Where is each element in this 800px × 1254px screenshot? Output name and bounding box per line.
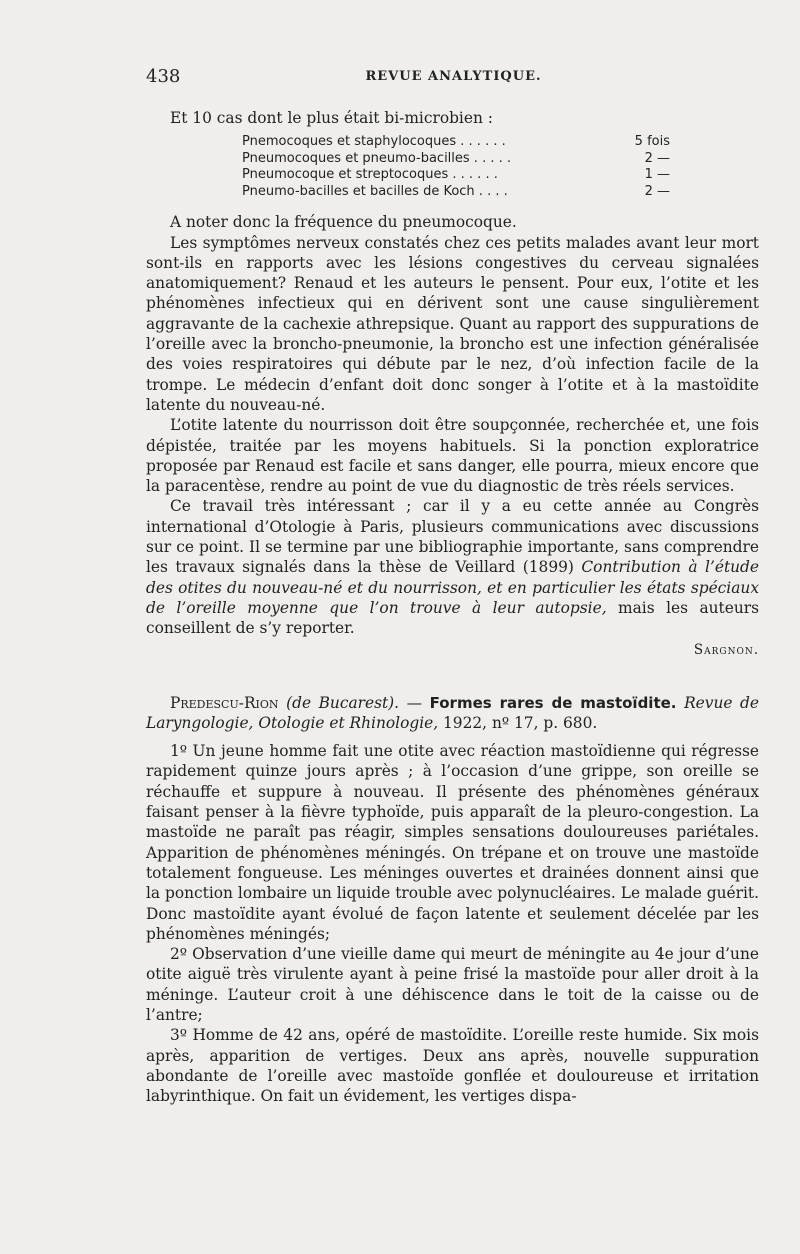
count-row <box>242 134 670 151</box>
count-label: Pneumo-bacilles et bacilles de Koch . . . . <box>242 183 508 199</box>
microbe-count-table <box>242 134 670 200</box>
review-signature: Sargnon. <box>693 641 759 658</box>
conclusion-text-end: mais les auteurs conseillent de s’y reporter. <box>146 598 759 638</box>
count-value: 2 — <box>644 183 670 199</box>
review-heading <box>146 693 759 734</box>
review-author: Predescu-Rion <box>170 693 279 712</box>
count-label: Pneumocoques et pneumo-bacilles . . . . . <box>242 150 512 166</box>
article-title: Formes rares de mastoïdite. <box>429 693 677 712</box>
pneumococcus-note: A noter donc la fréquence du pneumocoque. <box>170 213 517 232</box>
count-value: 1 — <box>644 167 670 183</box>
running-title: REVUE ANALYTIQUE. <box>365 69 542 84</box>
heading-dash: — <box>399 693 430 712</box>
page-number: 438 <box>146 66 181 87</box>
latent-otitis-paragraph: L’otite latente du nourrisson doit être soupçonnée, recherchée et, une fois dépistée, traitée par les moyens habituels. Si la ponction exploratrice proposée par Renaud est facile et sans danger, elle pourra, mieux encore que la paracentèse, rendre au point de vue du diagnostic de très réels services. <box>146 416 759 496</box>
case-3-paragraph: 3º Homme de 42 ans, opéré de mastoïdite. L’oreille reste humide. Six mois après, apparition de vertiges. Deux ans après, nouvelle suppuration abondante de l’oreille avec mastoïde gonflée et douloureuse et irritation labyrinthique. On fait un évidement, les vertiges dispa- <box>146 1026 759 1106</box>
conclusion-paragraph <box>146 496 759 638</box>
count-row <box>242 151 670 168</box>
author-location: (de Bucarest). <box>286 693 400 712</box>
page-header <box>146 66 761 90</box>
count-value: 5 fois <box>634 134 670 150</box>
symptoms-paragraph: Les symptômes nerveux constatés chez ces petits malades avant leur mort sont-ils en rapports avec les lésions congestives du cerveau signalées anatomiquement? Renaud et les auteurs le pensent. Pour eux, l’otite et les phénomènes infectieux qui en dérivent sont une cause singulièrement aggravante de la cachexie athrepsique. Quant au rapport des suppurations de l’oreille avec la broncho-pneumonie, la broncho est une infection généralisée des voies respiratoires qui débute par le nez, d’où infection facile de la trompe. Le médecin d’enfant doit donc songer à l’otite et à la mastoïdite latente du nouveau-né. <box>146 233 759 414</box>
case-1-paragraph: 1º Un jeune homme fait une otite avec réaction mastoïdienne qui régresse rapidement quinze jours après ; à l’occasion d’une grippe, son oreille se réchauffe et suppure à nouveau. Il présente des phénomènes généraux faisant penser à la fièvre typhoïde, puis apparaît de la pleuro-congestion. La mastoïde ne paraît pas réagir, simples sensations douloureuses pariétales. Apparition de phénomènes méningés. On trépane et on trouve une mastoïde totalement fongueuse. Les méninges ouvertes et drainées donnent ainsi que la ponction lombaire un liquide trouble avec polynucléaires. Le malade guérit. Donc mastoïdite ayant évolué de façon latente et seulement décelée par les phénomènes méningés; <box>146 742 759 943</box>
count-label: Pneumocoque et streptocoques . . . . . . <box>242 167 498 183</box>
count-row <box>242 184 670 201</box>
microbe-intro: Et 10 cas dont le plus était bi-microbien : <box>170 109 493 127</box>
cited-thesis-title: Contribution à l’étude des otites du nouveau-né et du nourrisson, et en particulier les états spéciaux de l’oreille moyenne que l’on trouve à leur autopsie, <box>146 558 759 617</box>
count-value: 2 — <box>644 150 670 166</box>
case-2-paragraph: 2º Observation d’une vieille dame qui meurt de méningite au 4e jour d’une otite aiguë très virulente ayant à peine frisé la mastoïde pour aller droit à la méninge. L’auteur croit à une déhiscence dans le toit de la caisse ou de l’antre; <box>146 945 759 1024</box>
journal-name: Revue de Laryngologie, Otologie et Rhinologie, <box>146 693 759 732</box>
count-label: Pnemocoques et staphylocoques . . . . . . <box>242 134 506 150</box>
conclusion-text-start: Ce travail très intéressant ; car il y a eu cette année au Congrès international d’Otologie à Paris, plusieurs communications avec discussions sur ce point. Il se termine par une bibliographie importante, sans comprendre les travaux signalés dans la thèse de Veillard (1899) <box>146 497 759 577</box>
count-row <box>242 167 670 184</box>
page-body <box>146 108 759 1106</box>
journal-citation: 1922, nº 17, p. 680. <box>438 713 598 732</box>
